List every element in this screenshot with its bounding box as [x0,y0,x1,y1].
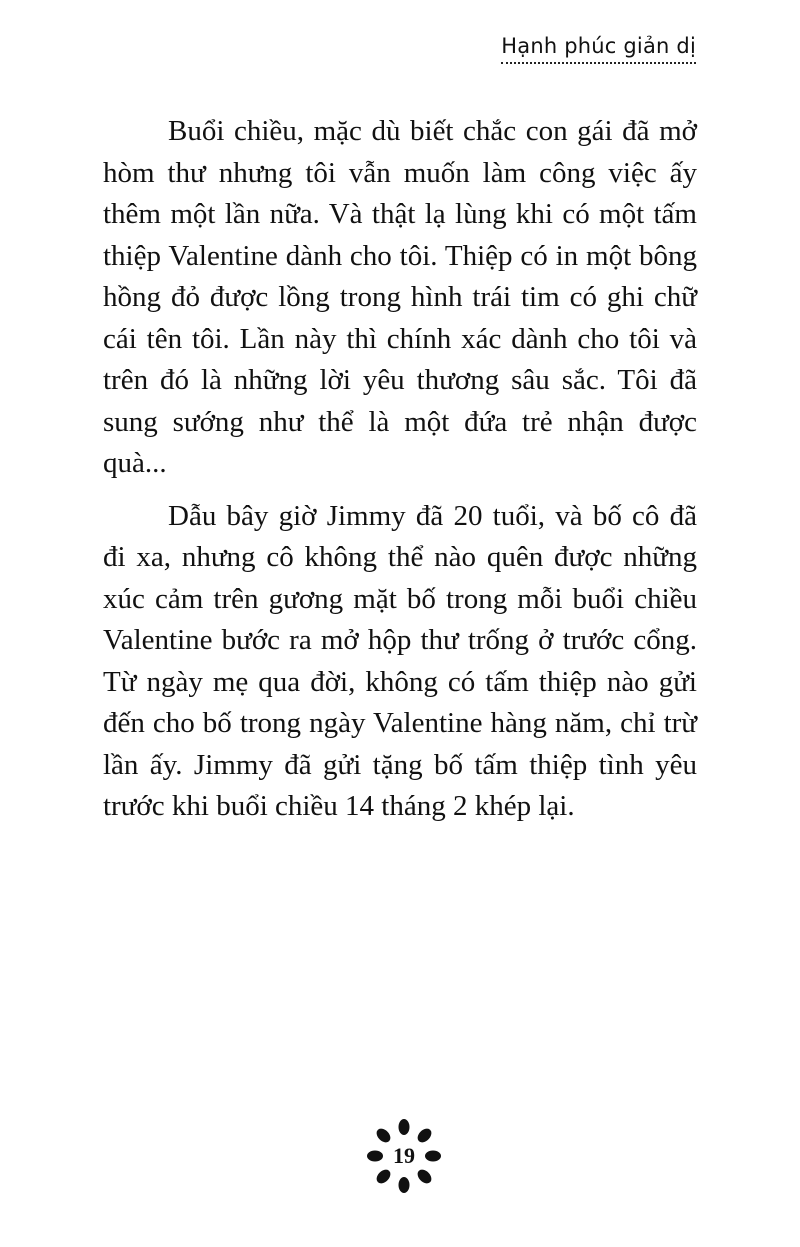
paragraph-2: Dẫu bây giờ Jimmy đã 20 tuổi, và bố cô đã đi xa, nhưng cô không thể nào quên được những xúc cảm trên gương mặt bố trong mỗi buổi chiều Valentine bước ra mở hộp thư trống ở trước cổng. Từ ngày mẹ qua đời, không có tấm thiệp nào gửi đến cho bố trong ngày Valentine hàng năm, chỉ trừ lần ấy. Jimmy đã gửi tặng bố tấm thiệp tình yêu trước khi buổi chiều 14 tháng 2 khép lại. [103,499,697,822]
running-header-title: Hạnh phúc giản dị [501,34,696,64]
paragraph-1: Buổi chiều, mặc dù biết chắc con gái đã mở hòm thư nhưng tôi vẫn muốn làm công việc ấy thêm một lần nữa. Và thật lạ lùng khi có một tấm thiệp Valentine dành cho tôi. Thiệp có in một bông hồng đỏ được lồng trong hình trái tim có ghi chữ cái tên tôi. Lần này thì chính xác dành cho tôi và trên đó là những lời yêu thương sâu sắc. Tôi đã sung sướng như thể là một đứa trẻ nhận được quà... [103,115,697,479]
body-text [103,111,697,839]
page-number: 19 [393,1143,415,1168]
page-number-ornament [366,1118,442,1194]
